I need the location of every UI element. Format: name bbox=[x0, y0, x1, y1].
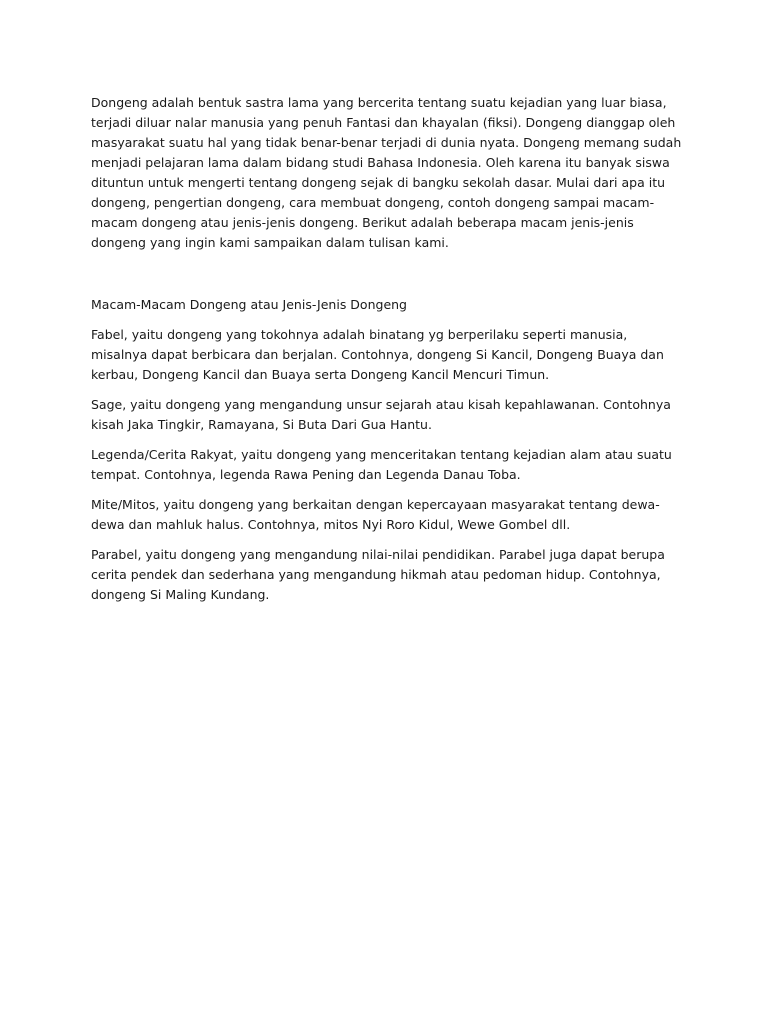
section-heading: Macam-Macam Dongeng atau Jenis-Jenis Dongeng bbox=[91, 297, 407, 312]
paragraph-fabel: Fabel, yaitu dongeng yang tokohnya adalah binatang yg berperilaku seperti manusia, misalnya dapat berbicara dan berjalan. Contohnya, dongeng Si Kancil, Dongeng Buaya dan kerbau, Dongeng Kancil dan Buaya serta Dongeng Kancil Mencuri Timun. bbox=[91, 327, 664, 382]
paragraph-mitos: Mite/Mitos, yaitu dongeng yang berkaitan dengan kepercayaan masyarakat tentang dewa-dewa dan mahluk halus. Contohnya, mitos Nyi Roro Kidul, Wewe Gombel dll. bbox=[91, 497, 660, 532]
paragraph-legenda: Legenda/Cerita Rakyat, yaitu dongeng yang menceritakan tentang kejadian alam atau suatu tempat. Contohnya, legenda Rawa Pening dan Legenda Danau Toba. bbox=[91, 447, 672, 482]
paragraph-parabel: Parabel, yaitu dongeng yang mengandung nilai-nilai pendidikan. Parabel juga dapat berupa cerita pendek dan sederhana yang mengandung hikmah atau pedoman hidup. Contohnya, dongeng Si Maling Kundang. bbox=[91, 547, 665, 602]
document-body bbox=[91, 93, 687, 615]
paragraph-sage: Sage, yaitu dongeng yang mengandung unsur sejarah atau kisah kepahlawanan. Contohnya kisah Jaka Tingkir, Ramayana, Si Buta Dari Gua Hantu. bbox=[91, 397, 671, 432]
intro-paragraph: Dongeng adalah bentuk sastra lama yang bercerita tentang suatu kejadian yang luar biasa, terjadi diluar nalar manusia yang penuh Fantasi dan khayalan (fiksi). Dongeng dianggap oleh masyarakat suatu hal yang tidak benar-benar terjadi di dunia nyata. Dongeng memang sudah menjadi pelajaran lama dalam bidang studi Bahasa Indonesia. Oleh karena itu banyak siswa dituntun untuk mengerti tentang dongeng sejak di bangku sekolah dasar. Mulai dari apa itu dongeng, pengertian dongeng, cara membuat dongeng, contoh dongeng sampai macam-macam dongeng atau jenis-jenis dongeng. Berikut adalah beberapa macam jenis-jenis dongeng yang ingin kami sampaikan dalam tulisan kami. bbox=[91, 95, 682, 250]
